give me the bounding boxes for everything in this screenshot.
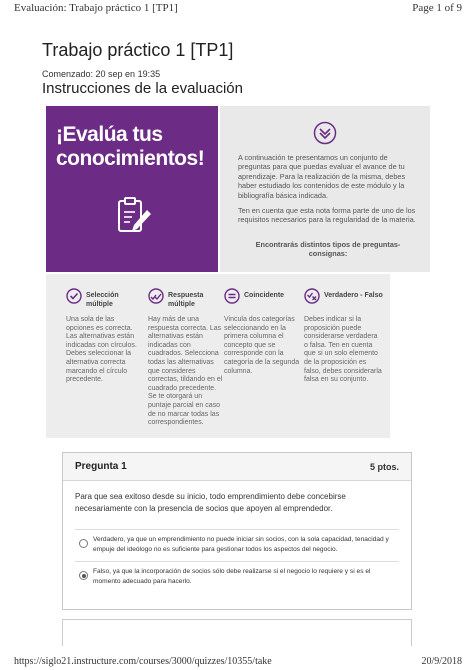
page-header-title: Evaluación: Trabajo práctico 1 [TP1] bbox=[14, 2, 178, 14]
banner-headline-line1: ¡Evalúa tus bbox=[56, 123, 163, 146]
page-url: https://siglo21.instructure.com/courses/3000/quizzes/10355/take bbox=[14, 656, 272, 667]
type-label: Selección múltiple bbox=[86, 292, 119, 308]
question-text: Para que sea exitoso desde su inicio, todo emprendimiento debe concebirse necesariamente con la presencia de socios que apoyen al emprendedor. bbox=[75, 492, 346, 513]
banner-grey-panel bbox=[220, 106, 430, 272]
started-timestamp: Comenzado: 20 sep en 19:35 bbox=[42, 69, 161, 79]
check-circle-icon bbox=[66, 288, 82, 304]
print-date: 20/9/2018 bbox=[421, 656, 462, 667]
banner-purple-panel bbox=[46, 106, 218, 272]
banner-paragraph-types: Encontrarás distintos tipos de preguntas-consignas: bbox=[255, 240, 401, 259]
question-header bbox=[63, 453, 411, 481]
radio-button[interactable] bbox=[79, 539, 88, 548]
question-types-panel bbox=[46, 274, 390, 438]
equals-circle-icon bbox=[224, 288, 240, 304]
page-number: Page 1 of 9 bbox=[412, 2, 462, 14]
clipboard-pencil-icon bbox=[116, 196, 152, 238]
banner-paragraph-intro: A continuación te presentamos un conjunto de preguntas para que puedas evaluar el avance de tu aprendizaje. Para la realización de la misma, debes haber estudiado los contenidos de este módulo y la bibliografía básica indicada. bbox=[238, 153, 406, 200]
answer-option-text: Verdadero, ya que un emprendimiento no puede iniciar sin socios, con la sola capacidad, tenacidad y empuje del ideólogo no es suficiente para gestionar todos los aspectos del negocio. bbox=[93, 536, 389, 553]
radio-button-selected[interactable] bbox=[79, 571, 88, 580]
type-description: Hay más de una respuesta correcta. Las alternativas están indicadas con cuadrados. Selecciona todas las alternativas que consideres correctas, tildando en el cuadrado precedente. Se te otorgará un puntaje parcial en caso de no marcar todas las correspondientes. bbox=[148, 316, 223, 427]
answer-option-text: Falso, ya que la incorporación de socios sólo debe realizarse si el negocio lo requiere y si es el momento adecuado para hacerlo. bbox=[93, 568, 371, 585]
type-label: Verdadero - Falso bbox=[324, 292, 383, 299]
banner-paragraph-requirement: Ten en cuenta que esta nota forma parte de uno de los requisitos necesarios para la regularidad de la materia. bbox=[238, 206, 416, 225]
instructions-heading: Instrucciones de la evaluación bbox=[42, 80, 243, 97]
answer-option[interactable] bbox=[75, 529, 399, 562]
type-label: Coincidente bbox=[244, 292, 285, 299]
type-description: Debes indicar si la proposición puede considerarse verdadera o falsa. Ten en cuenta que si un solo elemento de la proposición es falso, debes considerarla falsa en su conjunto. bbox=[304, 316, 382, 384]
multi-check-icon bbox=[148, 288, 164, 304]
question-points: 5 ptos. bbox=[369, 462, 399, 472]
answer-option-selected[interactable] bbox=[75, 561, 399, 594]
next-question-card bbox=[62, 619, 412, 646]
question-card bbox=[62, 452, 412, 610]
type-label: Respuesta múltiple bbox=[168, 292, 204, 308]
quiz-title: Trabajo práctico 1 [TP1] bbox=[42, 40, 234, 60]
banner-headline-line2: conocimientos! bbox=[56, 147, 205, 170]
true-false-icon bbox=[304, 288, 320, 304]
instructions-banner bbox=[46, 106, 430, 272]
type-description: Una sola de las opciones es correcta. Las alternativas están indicadas con círculos. Debes seleccionar la alternativa correcta marcando el círculo precedente. bbox=[66, 316, 137, 384]
type-description: Vincula dos categorías seleccionando en la primera columna el concepto que se corresponde con la categoría de la segunda columna. bbox=[224, 316, 300, 375]
chevron-down-circle-icon bbox=[313, 121, 337, 145]
question-title: Pregunta 1 bbox=[75, 461, 127, 472]
